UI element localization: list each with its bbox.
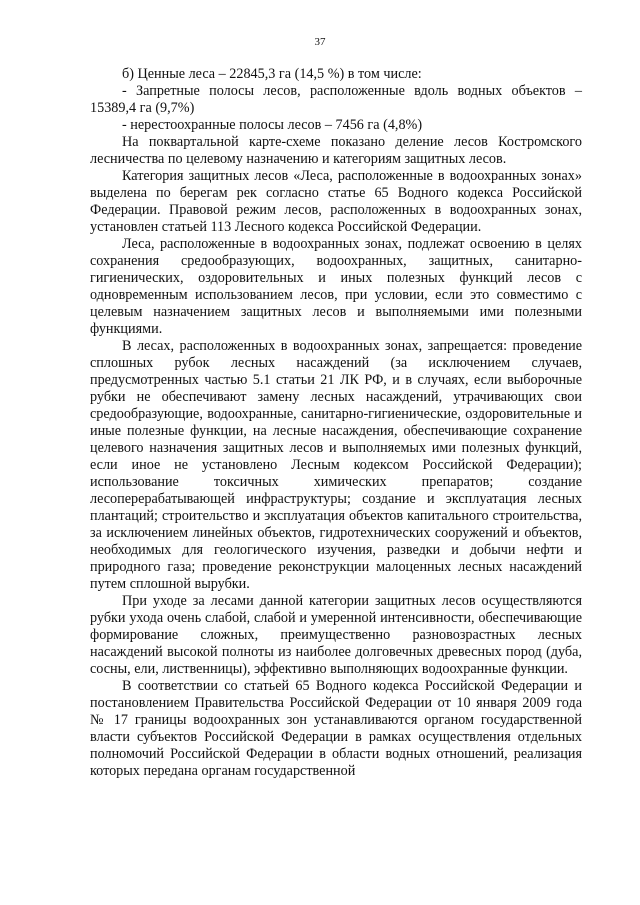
paragraph-prohibitions: В лесах, расположенных в водоохранных зонах, запрещается: проведение сплошных рубок лесных насаждений (за исключением случаев, предусмотренных частью 5.1 статьи 21 ЛК РФ, и в случаях, если выборочные рубки не обеспечивают замену лесных насаждений, утрачивающих свои средообразующие, водоохранные, санитарно-гигиенические, оздоровительные и иные полезные функции, на лесные насаждения, обеспечивающие сохранение целевого назначения защитных лесов и выполняемых ими полезных функций, если иное не установлено Лесным кодексом Российской Федерации); использование токсичных химических препаратов; создание лесоперерабатывающей инфраструктуры; создание и эксплуатация лесных плантаций; строительство и эксплуатация объектов капитального строительства, за исключением линейных объектов, гидротехнических сооружений и объектов, необходимых для геологического изучения, разведки и добычи нефти и природного газа; проведение реконструкции малоценных лесных насаждений путем сплошной вырубки. — [90, 338, 582, 592]
paragraph-forest-care: При уходе за лесами данной категории защитных лесов осуществляются рубки ухода очень слабой, слабой и умеренной интенсивности, обеспечивающие формирование сложных, преимущественно разновозрастных лесных насаждений высокой полноты из наиболее долговечных древесных пород (дуба, сосны, ели, лиственницы), эффективно выполняющих водоохранные функции. — [90, 593, 582, 677]
page-number: 37 — [314, 36, 326, 48]
paragraph-forest-development: Леса, расположенные в водоохранных зонах, подлежат освоению в целях сохранения средообразующих, водоохранных, защитных, санитарно-гигиенических, оздоровительных и иных полезных функций лесов с одновременным использованием лесов, при условии, если это совместимо с целевым назначением защитных лесов и выполняемыми ими полезными функциями. — [90, 236, 582, 337]
paragraph-spawning-strips: - нерестоохранные полосы лесов – 7456 га (4,8%) — [122, 117, 423, 133]
paragraph-valuable-forests: б) Ценные леса – 22845,3 га (14,5 %) в том числе: — [122, 66, 422, 82]
paragraph-protected-strips: - Запретные полосы лесов, расположенные вдоль водных объектов – 15389,4 га (9,7%) — [90, 83, 582, 116]
document-body — [90, 66, 582, 780]
paragraph-water-code-boundaries: В соответствии со статьей 65 Водного кодекса Российской Федерации и постановлением Правительства Российской Федерации от 10 января 2009 года № 17 границы водоохранных зон устанавливаются органом государственной власти субъектов Российской Федерации в рамках осуществления отдельных полномочий Российской Федерации в области водных отношений, реализация которых передана органам государственной — [90, 678, 582, 779]
paragraph-water-protection-category: Категория защитных лесов «Леса, расположенные в водоохранных зонах» выделена по берегам рек согласно статье 65 Водного кодекса Российской Федерации. Правовой режим лесов, расположенных в водоохранных зонах, установлен статьей 113 Лесного кодекса Российской Федерации. — [90, 168, 582, 235]
paragraph-map-scheme: На поквартальной карте-схеме показано деление лесов Костромского лесничества по целевому назначению и категориям защитных лесов. — [90, 134, 582, 167]
